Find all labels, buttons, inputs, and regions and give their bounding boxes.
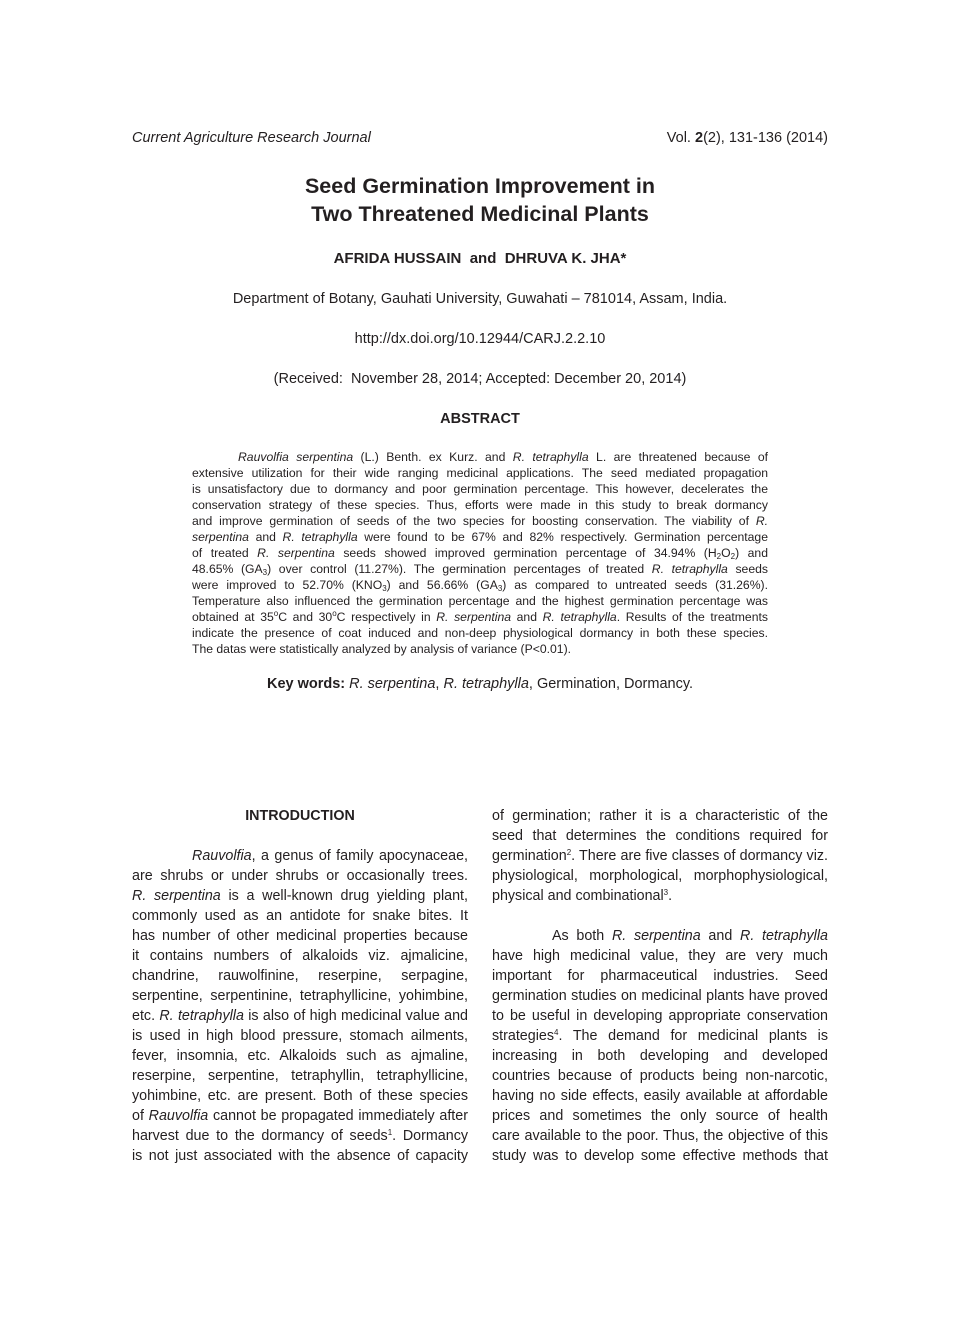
title-line-1: Seed Germination Improvement in [304,174,656,198]
abstract-line: obtained at 35$^o$C and 30$^o$C respectively in R. serpentina and R. tetraphylla. Results of the treatments [192,609,768,624]
keywords-label: Key words: [266,676,350,692]
abstract-line: is unsatisfactory due to dormancy and poor germination percentage. This however, decelerates the [192,482,768,496]
abstract-line: and improve germination of seeds of the two species for boosting conservation. The viability of R. [192,514,768,528]
paragraph-line: important for pharmaceutical industries. Seed [492,968,828,984]
abstract-line: conservation strategy of these species. Thus, efforts were made in this study to break dormancy [192,498,768,512]
paragraph-line: having no side effects, easily available at affordable [492,1088,828,1104]
paragraph-line: yohimbine, etc. are present. Both of these species [132,1088,468,1104]
paragraph-line: has number of other medicinal properties because [132,928,468,944]
abstract-line: indicate the presence of coat induced and non-deep physiological dormancy in both these species. [192,626,768,640]
abstract-body [192,449,768,657]
journal-name: Current Agriculture Research Journal [132,130,371,146]
paragraph-line: are shrubs or under shrubs or occasionally trees. [132,868,468,884]
paragraph-line: countries because of products being non-narcotic, [492,1068,828,1084]
abstract-line: of treated R. serpentina seeds showed improved germination percentage of 34.94% $(H_2O_2)$ and [192,546,768,561]
paragraph-line: reserpine, serpentine, tetraphyllin, tetraphyllicine, [132,1068,468,1084]
authors: AFRIDA HUSSAIN and DHRUVA K. JHA* [333,250,627,267]
paragraph-line: fever, insomnia, etc. Alkaloids such as ajmaline, [132,1048,468,1064]
paragraph-line: etc. R. tetraphylla is also of high medicinal value and [132,1008,468,1024]
paragraph-line: strategies$^4$. The demand for medicinal plants is [492,1028,828,1044]
introduction-heading: INTRODUCTION [245,808,355,824]
abstract-line: Rauvolfia serpentina (L.) Benth. ex Kurz. and R. tetraphylla L. are threatened because of [238,450,768,464]
abstract-line: 48.65% $(GA_3)$ over control (11.27%). The germination percentages of treated R. tetraphylla seeds [192,562,768,577]
paragraph-line: physical and combinational$^3$. [492,888,673,904]
doi-link[interactable]: http://dx.doi.org/10.12944/CARJ.2.2.10 [354,331,606,347]
volume-prefix: Vol. [666,130,695,146]
paragraph-line: increasing in both developing and developed [492,1048,828,1064]
volume-number: 2 [694,130,704,146]
paragraph-line: Rauvolfia, a genus of family apocynaceae, [192,848,468,864]
paragraph-line: R. serpentina is a well-known drug yielding plant, [132,888,468,904]
affiliation: Department of Botany, Gauhati University, Guwahati – 781014, Assam, India. [232,291,728,307]
volume-info [667,130,828,146]
paragraph-line: germination studies on medicinal plants have proved [492,988,828,1004]
paragraph-line: physiological, morphological, morphophysiological, [492,868,828,884]
received-accepted-dates: (Received: November 28, 2014; Accepted: December 20, 2014) [273,371,687,387]
abstract-line: The datas were statistically analyzed by analysis of variance (P<0.01). [192,642,572,656]
paragraph-line: serpentine, serpentinine, tetraphyllicine, yohimbine, [132,988,468,1004]
running-header [132,130,828,150]
abstract-line: extensive utilization for their wide ranging medicinal applications. The seed mediated propagation [192,466,768,480]
right-column [492,806,828,1166]
paragraph-line: As both R. serpentina and R. tetraphylla [552,928,828,944]
abstract-line: were improved to 52.70% $(KNO_3)$ and 56.66% $(GA_3)$ as compared to untreated seeds (31.26%). [192,578,768,593]
paragraph-line: to be useful in developing appropriate conservation [492,1008,828,1024]
paragraph-line: is used in high blood pressure, stomach ailments, [132,1028,468,1044]
paragraph-line: seed that determines the conditions required for [492,828,828,844]
paragraph-line: of germination; rather it is a characteristic of the [492,808,828,824]
volume-issue-pages: (2), 131-136 (2014) [703,130,828,146]
paragraph-line: of Rauvolfia cannot be propagated immediately after [132,1108,468,1124]
paragraph-line: prices and sometimes the only source of health [492,1108,828,1124]
left-column [132,806,468,1166]
paragraph-line: germination$^2$. There are five classes of dormancy viz. [492,848,828,864]
paragraph-line: harvest due to the dormancy of seeds$^1$. Dormancy [132,1128,468,1144]
paragraph-line: care available to the poor. Thus, the objective of this [492,1128,828,1144]
paragraph-line: it contains numbers of alkaloids viz. ajmalicine, [132,948,468,964]
article-title [132,172,828,228]
abstract-line: serpentina and R. tetraphylla were found to be 67% and 82% respectively. Germination percentage [192,530,768,544]
abstract-heading: ABSTRACT [440,411,520,427]
paragraph-line: is not just associated with the absence of capacity [132,1148,468,1164]
title-line-2: Two Threatened Medicinal Plants [311,202,649,226]
abstract-line: Temperature also influenced the germination percentage and the highest germination percentage was [192,594,768,608]
paragraph-line: study was to develop some effective methods that [492,1148,828,1164]
paragraph-line: commonly used as an antidote for snake bites. It [132,908,468,924]
paragraph-line: have high medicinal value, they are very much [492,948,828,964]
keywords: Key words: R. serpentina, R. tetraphylla, Germination, Dormancy. [266,676,694,692]
paragraph-line: chandrine, rauwolfinine, reserpine, serpagine, [132,968,468,984]
